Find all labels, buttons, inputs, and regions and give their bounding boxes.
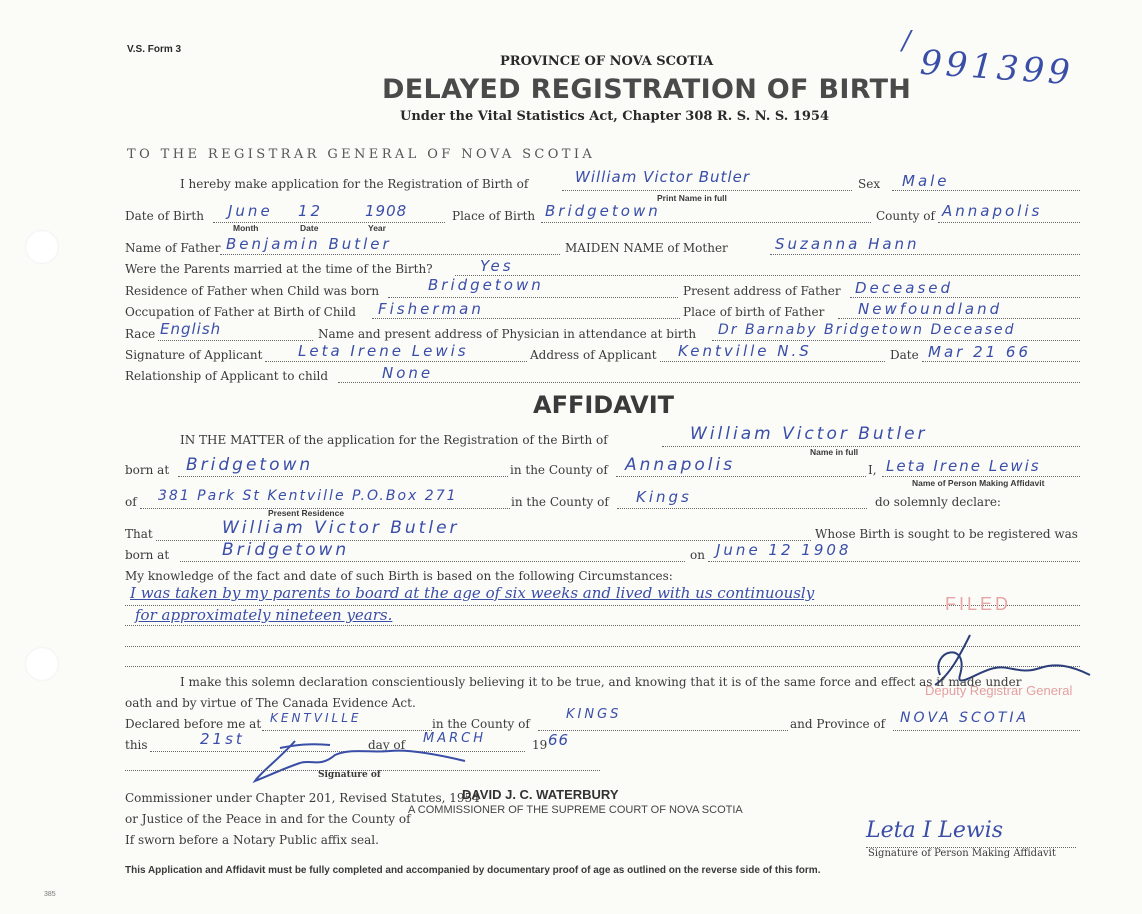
field-line xyxy=(882,476,1080,477)
relationship-value: None xyxy=(382,364,434,382)
footer-note: This Application and Affidavit must be fully completed and accompanied by documentary proof of age as outlined on the reverse side of this form. xyxy=(125,865,821,876)
label-day-of: day of xyxy=(368,738,406,752)
label-signature-person: Signature of Person Making Affidavit xyxy=(868,848,1056,859)
label-dob: Date of Birth xyxy=(125,209,204,223)
label-commissioner: Commissioner under Chapter 201, Revised Statutes, 1954 xyxy=(125,791,480,805)
field-line xyxy=(178,476,508,477)
province-value: NOVA SCOTIA xyxy=(900,710,1030,726)
field-line xyxy=(562,190,852,191)
field-line xyxy=(660,361,885,362)
field-line xyxy=(850,297,1080,298)
place-of-birth-value: Bridgetown xyxy=(545,202,661,220)
registrar-signature xyxy=(900,630,1100,710)
field-line xyxy=(372,318,680,319)
field-line xyxy=(158,340,313,341)
father-value: Benjamin Butler xyxy=(226,235,392,253)
dob-month-value: June xyxy=(228,202,273,220)
affidavit-name-value: William Victor Butler xyxy=(690,424,928,444)
field-line xyxy=(538,730,788,731)
county-value: Annapolis xyxy=(942,202,1043,220)
field-line xyxy=(922,361,1080,362)
race-value: English xyxy=(160,320,222,338)
label-date-applicant: Date xyxy=(890,348,919,362)
affiant-name-value: Leta Irene Lewis xyxy=(886,457,1041,475)
field-line xyxy=(712,340,1080,341)
field-line xyxy=(770,254,1080,255)
on-date-value: June 12 1908 xyxy=(716,541,852,559)
label-married: Were the Parents married at the time of the Birth? xyxy=(125,262,433,276)
filed-stamp: FILED xyxy=(945,594,1012,614)
label-father-birthplace: Place of birth of Father xyxy=(683,305,825,319)
field-line xyxy=(938,222,1080,223)
label-place-of-birth: Place of Birth xyxy=(452,209,536,223)
label-father: Name of Father xyxy=(125,241,221,255)
field-line xyxy=(616,476,866,477)
label-province-of: and Province of xyxy=(790,717,886,731)
declared-county-value: KINGS xyxy=(566,707,622,722)
father-birthplace-value: Newfoundland xyxy=(858,300,1003,318)
affiant-county-value: Kings xyxy=(636,488,692,506)
residence-value: Bridgetown xyxy=(428,276,544,294)
born-at-2-value: Bridgetown xyxy=(222,540,350,560)
label-born-at-2: born at xyxy=(125,548,170,562)
mother-value: Suzanna Hann xyxy=(775,235,920,253)
field-line xyxy=(662,446,1080,447)
registration-mark: / xyxy=(902,26,911,56)
field-line xyxy=(893,730,1080,731)
label-matter: IN THE MATTER of the application for the Registration of the Birth of xyxy=(180,433,608,447)
field-line xyxy=(220,254,560,255)
physician-value: Dr Barnaby Bridgetown Deceased xyxy=(718,322,1016,338)
label-this: this xyxy=(125,738,148,752)
field-line xyxy=(338,382,1080,383)
declared-year-value: 66 xyxy=(548,731,570,749)
label-signature-applicant: Signature of Applicant xyxy=(125,348,263,362)
label-person-name: Name of Person Making Affidavit xyxy=(912,478,1045,488)
field-line xyxy=(125,625,1080,626)
label-knowledge: My knowledge of the fact and date of such Birth is based on the following Circumstances: xyxy=(125,569,673,583)
label-in-county: in the County of xyxy=(510,463,608,477)
application-date-value: Mar 21 66 xyxy=(928,343,1032,361)
field-line xyxy=(617,508,867,509)
commissioner-signature xyxy=(240,733,480,793)
label-born-at: born at xyxy=(125,463,170,477)
label-address-applicant: Address of Applicant xyxy=(530,348,657,362)
field-line xyxy=(708,561,1080,562)
father-address-value: Deceased xyxy=(855,279,954,297)
dob-year-value: 1908 xyxy=(365,202,408,220)
child-name-value: William Victor Butler xyxy=(575,168,750,186)
subtitle: Under the Vital Statistics Act, Chapter 308 R. S. N. S. 1954 xyxy=(400,109,830,124)
label-solemn-2: oath and by virtue of The Canada Evidence Act. xyxy=(125,696,416,710)
married-value: Yes xyxy=(480,257,514,275)
registration-number: 991399 xyxy=(918,42,1076,94)
circumstances-line-1: I was taken by my parents to board at the age of six weeks and lived with us continuously xyxy=(130,584,815,602)
affidavit-county-value: Annapolis xyxy=(625,455,736,475)
label-physician: Name and present address of Physician in attendance at birth xyxy=(318,327,697,341)
label-present-address: Present address of Father xyxy=(683,284,841,298)
that-name-value: William Victor Butler xyxy=(222,518,460,538)
applicant-signature-value: Leta Irene Lewis xyxy=(298,342,469,360)
province-title: PROVINCE OF NOVA SCOTIA xyxy=(500,54,714,69)
label-in-county-3: in the County of xyxy=(432,717,530,731)
field-line xyxy=(265,361,527,362)
label-notary: If sworn before a Notary Public affix seal. xyxy=(125,833,379,847)
label-of: of xyxy=(125,495,137,509)
label-date: Date xyxy=(300,223,319,233)
label-relationship: Relationship of Applicant to child xyxy=(125,369,329,383)
form-number: V.S. Form 3 xyxy=(127,44,182,55)
page-title: DELAYED REGISTRATION OF BIRTH xyxy=(382,74,912,105)
label-i: I, xyxy=(868,463,877,477)
dob-day-value: 12 xyxy=(298,202,324,220)
label-whose-birth: Whose Birth is sought to be registered was xyxy=(815,527,1078,541)
label-month: Month xyxy=(233,223,259,233)
label-present-residence: Present Residence xyxy=(268,508,345,518)
field-line xyxy=(892,190,1080,191)
label-declare: do solemnly declare: xyxy=(875,495,1001,509)
declared-day-value: 21st xyxy=(200,730,245,748)
label-residence: Residence of Father when Child was born xyxy=(125,284,380,298)
label-solemn-1: I make this solemn declaration conscientiously believing it to be true, and knowing that it is of the same force and effect as if made under xyxy=(180,675,1022,689)
label-on: on xyxy=(690,548,705,562)
label-signature-of: Signature of xyxy=(318,770,381,780)
deputy-registrar-stamp: Deputy Registrar General xyxy=(925,683,1073,698)
label-in-county-2: in the County of xyxy=(511,495,609,509)
declared-at-value: KENTVILLE xyxy=(270,711,362,725)
affiant-residence-value: 381 Park St Kentville P.O.Box 271 xyxy=(158,488,458,504)
label-nineteen: 19 xyxy=(532,738,548,752)
affidavit-heading: AFFIDAVIT xyxy=(533,391,675,419)
circumstances-line-2: for approximately nineteen years. xyxy=(135,606,393,624)
punch-hole xyxy=(25,230,59,264)
field-line xyxy=(180,561,685,562)
occupation-value: Fisherman xyxy=(378,300,484,318)
sex-value: Male xyxy=(902,172,950,190)
print-code: 385 xyxy=(44,891,56,898)
field-line xyxy=(262,730,432,731)
label-year: Year xyxy=(368,223,386,233)
commissioner-stamp-title: A COMMISSIONER OF THE SUPREME COURT OF NOVA SCOTIA xyxy=(408,804,743,816)
declared-month-value: MARCH xyxy=(423,731,486,746)
field-line xyxy=(388,297,678,298)
label-county: County of xyxy=(876,209,935,223)
label-justice: or Justice of the Peace in and for the County of xyxy=(125,812,411,826)
label-declared: Declared before me at xyxy=(125,717,262,731)
field-line xyxy=(541,222,871,223)
to-registrar-line: TO THE REGISTRAR GENERAL OF NOVA SCOTIA xyxy=(127,147,596,162)
label-mother: MAIDEN NAME of Mother xyxy=(565,241,728,255)
field-line xyxy=(838,318,1080,319)
punch-hole xyxy=(25,647,59,681)
label-occupation: Occupation of Father at Birth of Child xyxy=(125,305,356,319)
affidavit-born-at-value: Bridgetown xyxy=(186,455,314,475)
applicant-address-value: Kentville N.S xyxy=(678,342,812,360)
label-name-full: Name in full xyxy=(810,447,859,457)
label-print-name: Print Name in full xyxy=(657,193,727,203)
label-race: Race xyxy=(125,327,156,341)
label-that: That xyxy=(125,527,153,541)
label-sex: Sex xyxy=(858,177,881,191)
commissioner-stamp-name: DAVID J. C. WATERBURY xyxy=(462,787,619,802)
affiant-signature-value: Leta I Lewis xyxy=(866,818,1004,843)
label-apply: I hereby make application for the Registration of Birth of xyxy=(180,177,529,191)
field-line xyxy=(455,275,1080,276)
